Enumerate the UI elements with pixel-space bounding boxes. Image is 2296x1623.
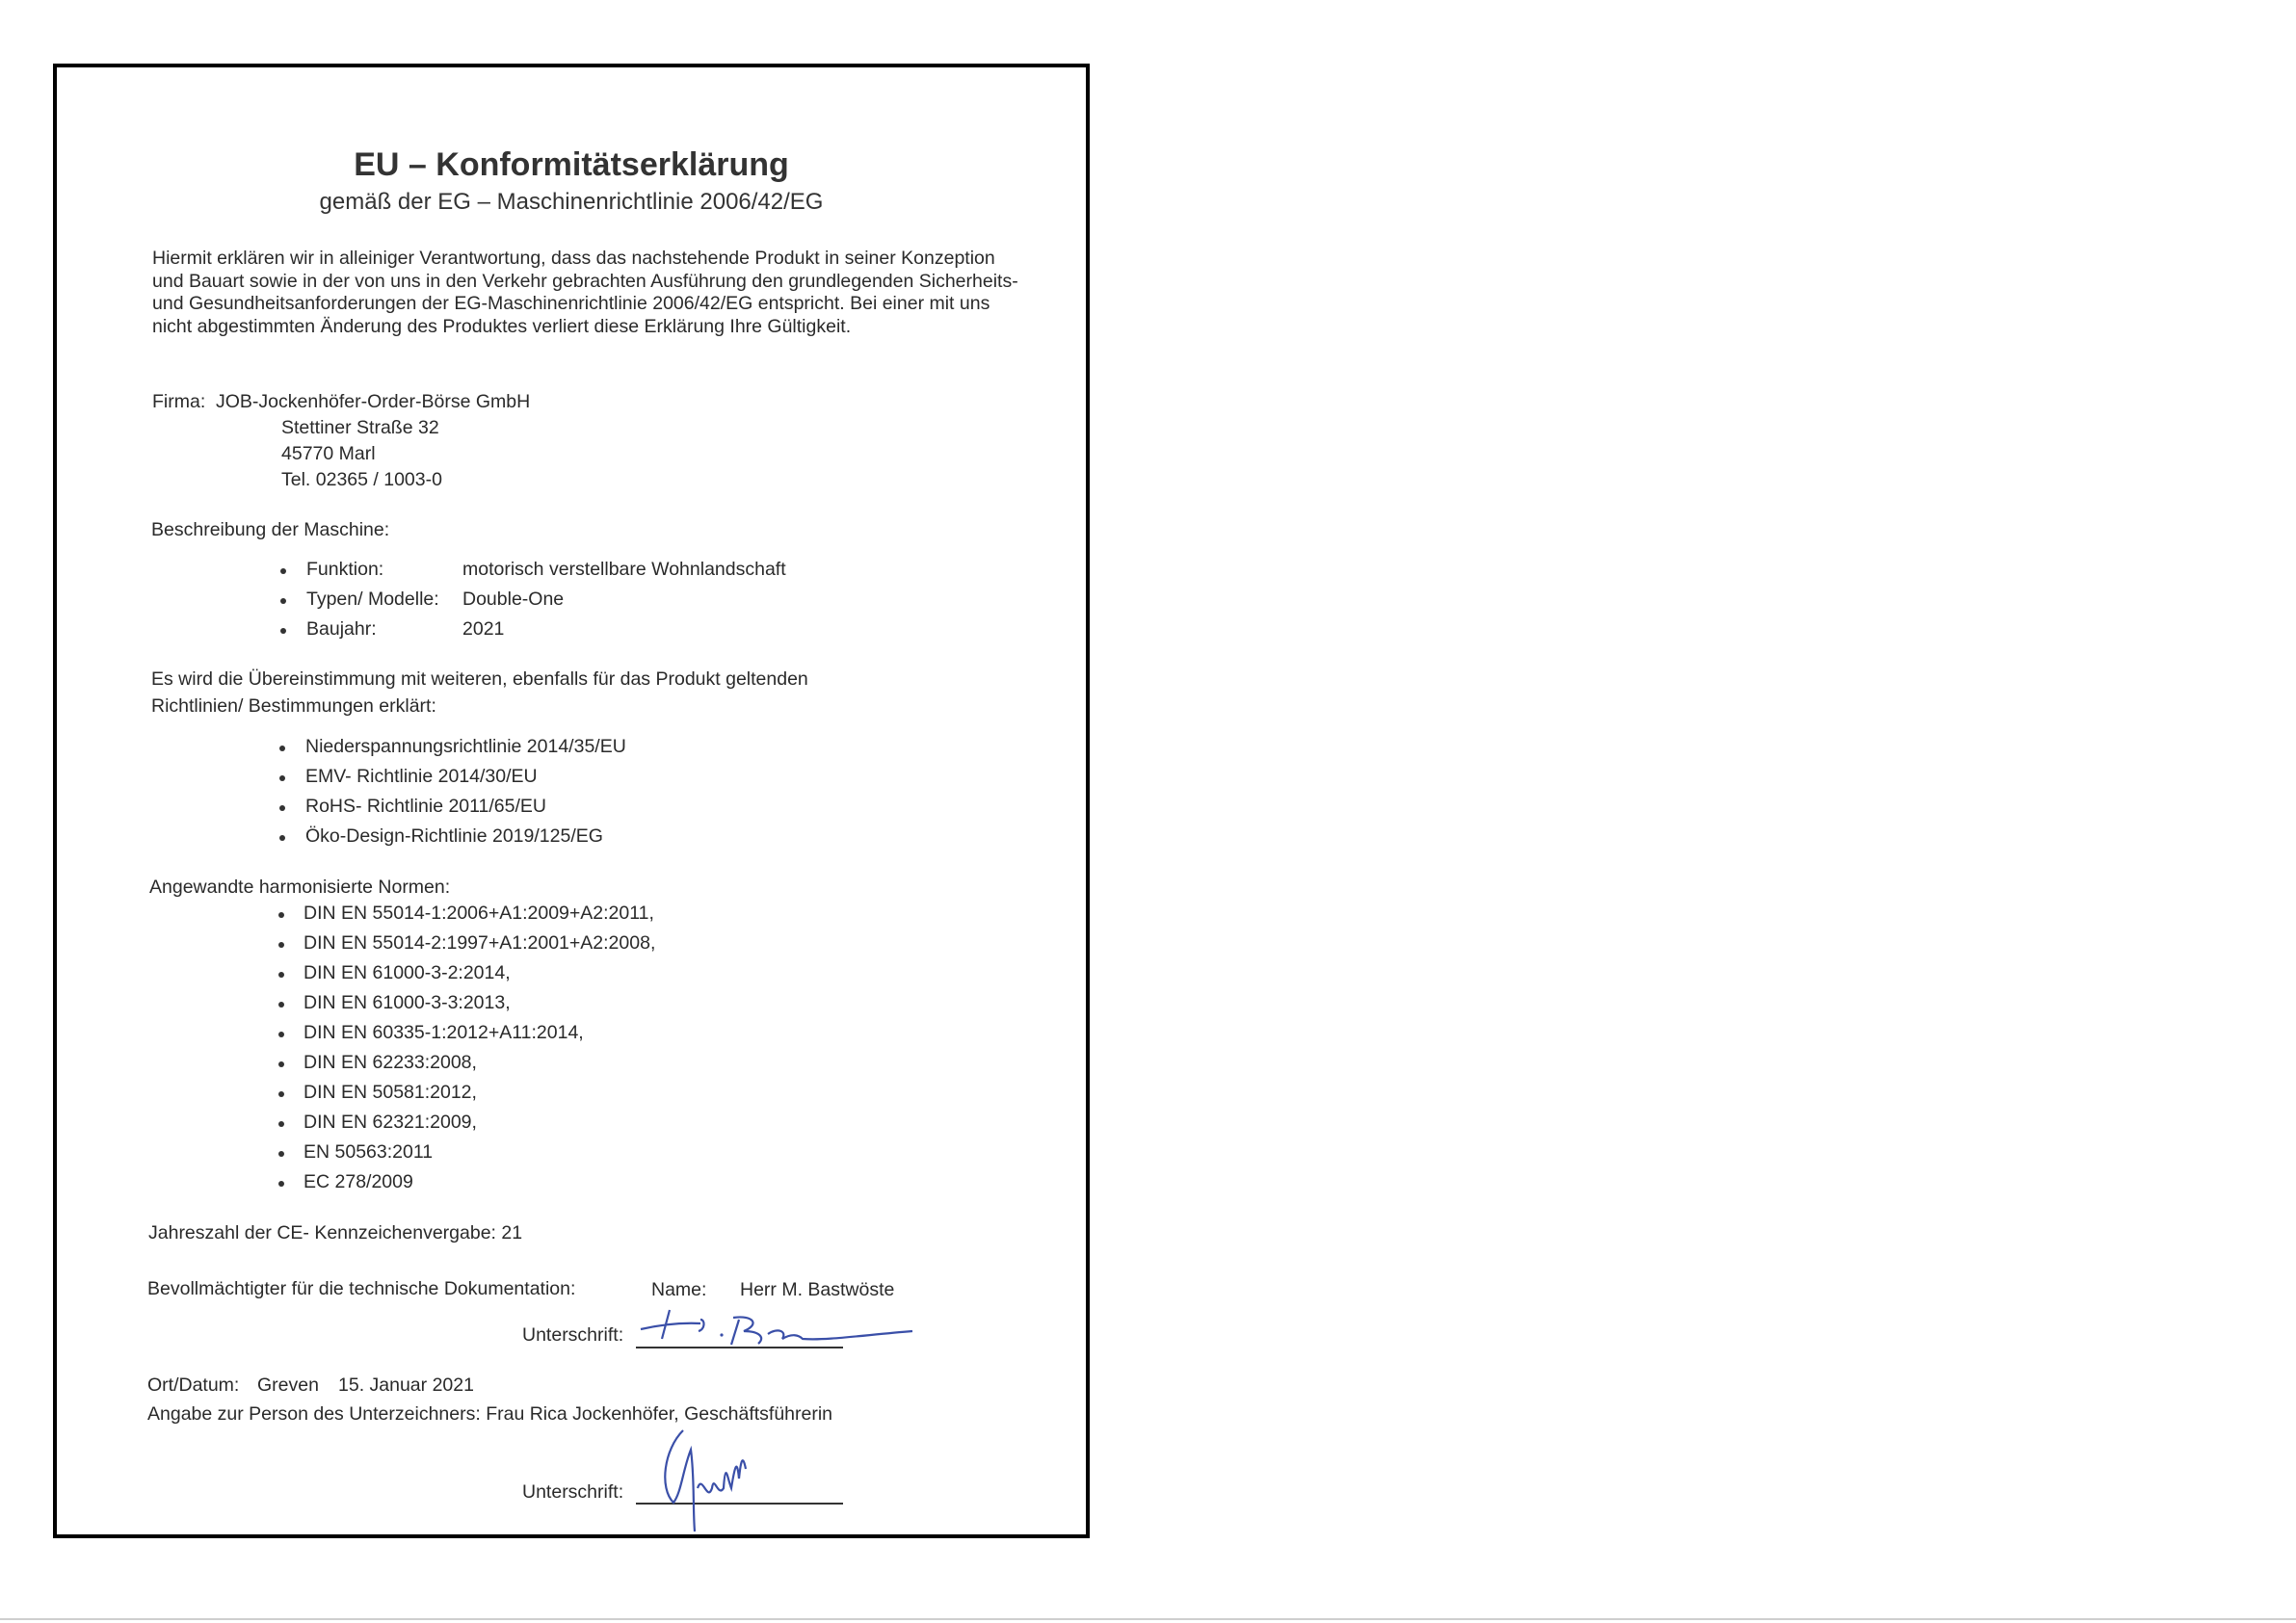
norm-text: DIN EN 60335-1:2012+A11:2014,: [303, 1022, 584, 1043]
ce-year: Jahreszahl der CE- Kennzeichenvergabe: 21: [148, 1222, 523, 1243]
bullet-icon: [278, 1091, 284, 1097]
directives-heading-line1: Es wird die Übereinstimmung mit weiteren, ebenfalls für das Produkt geltenden: [151, 668, 808, 690]
directive-text: Niederspannungsrichtlinie 2014/35/EU: [305, 736, 626, 757]
machine-row-value: Double-One: [462, 589, 565, 610]
directive-text: RoHS- Richtlinie 2011/65/EU: [305, 796, 547, 817]
tech-doc-label: Bevollmächtigter für die technische Dokumentation:: [147, 1278, 576, 1299]
bullet-icon: [278, 1181, 284, 1187]
norm-text: EC 278/2009: [303, 1171, 413, 1192]
machine-row-label: Baujahr:: [306, 618, 377, 640]
machine-row-value: 2021: [462, 618, 505, 640]
bullet-icon: [280, 628, 286, 634]
date-value: 15. Januar 2021: [338, 1374, 474, 1396]
machine-row-value: motorisch verstellbare Wohnlandschaft: [462, 559, 786, 580]
bullet-icon: [280, 568, 286, 574]
bullet-icon: [279, 775, 285, 781]
directives-heading-line2: Richtlinien/ Bestimmungen erklärt:: [151, 695, 436, 717]
machine-row-label: Typen/ Modelle:: [306, 589, 439, 610]
place-date-label: Ort/Datum:: [147, 1374, 240, 1396]
bullet-icon: [278, 1061, 284, 1067]
bullet-icon: [278, 912, 284, 918]
norm-text: DIN EN 61000-3-3:2013,: [303, 992, 511, 1013]
signature-bastwoeste-icon: [633, 1291, 922, 1358]
bullet-icon: [280, 598, 286, 604]
norm-text: DIN EN 50581:2012,: [303, 1082, 477, 1103]
name-value: Herr M. Bastwöste: [740, 1279, 895, 1300]
company-name: JOB-Jockenhöfer-Order-Börse GmbH: [216, 391, 531, 412]
page-bottom-rule: [0, 1618, 2296, 1620]
signature-label: Unterschrift:: [522, 1324, 624, 1346]
name-label: Name:: [651, 1279, 707, 1300]
signer-info: Angabe zur Person des Unterzeichners: Frau Rica Jockenhöfer, Geschäftsführerin: [147, 1403, 833, 1425]
document-subtitle: gemäß der EG – Maschinenrichtlinie 2006/42/EG: [319, 189, 824, 215]
norm-text: DIN EN 62233:2008,: [303, 1052, 477, 1073]
directive-text: Öko-Design-Richtlinie 2019/125/EG: [305, 825, 603, 847]
directive-text: EMV- Richtlinie 2014/30/EU: [305, 766, 538, 787]
norm-text: EN 50563:2011: [303, 1141, 434, 1163]
norm-text: DIN EN 55014-2:1997+A1:2001+A2:2008,: [303, 932, 656, 954]
bullet-icon: [278, 1002, 284, 1008]
signature-jockenhoefer-icon: [654, 1421, 799, 1536]
declaration-document: [53, 64, 1090, 1538]
place-value: Greven: [257, 1374, 319, 1396]
document-title: EU – Konformitätserklärung: [354, 146, 789, 183]
norm-text: DIN EN 61000-3-2:2014,: [303, 962, 511, 983]
company-city: 45770 Marl: [281, 443, 376, 464]
bullet-icon: [278, 942, 284, 948]
norm-text: DIN EN 62321:2009,: [303, 1112, 477, 1133]
signature2-label: Unterschrift:: [522, 1481, 624, 1503]
bullet-icon: [279, 805, 285, 811]
bullet-icon: [278, 1151, 284, 1157]
bullet-icon: [278, 1121, 284, 1127]
bullet-icon: [278, 1032, 284, 1037]
company-street: Stettiner Straße 32: [281, 417, 439, 438]
bullet-icon: [279, 835, 285, 841]
norm-text: DIN EN 55014-1:2006+A1:2009+A2:2011,: [303, 903, 654, 924]
bullet-icon: [279, 746, 285, 751]
machine-row-label: Funktion:: [306, 559, 384, 580]
norms-heading: Angewandte harmonisierte Normen:: [149, 877, 451, 898]
bullet-icon: [278, 972, 284, 978]
intro-paragraph: Hiermit erklären wir in alleiniger Verantwortung, dass das nachstehende Produkt in seiner Konzeption und Bauart sowie in der von uns in den Verkehr gebrachten Ausführung den grundlegenden Sicherheits- und Gesundheitsanforderungen der EG-Maschinenrichtlinie 2006/42/EG entspricht. Bei einer mit uns nicht abgestimmten Änderung des Produktes verliert diese Erklärung Ihre Gültigkeit.: [152, 248, 1018, 337]
company-label: Firma:: [152, 391, 206, 412]
machine-heading: Beschreibung der Maschine:: [151, 519, 390, 540]
company-phone: Tel. 02365 / 1003-0: [281, 469, 442, 490]
